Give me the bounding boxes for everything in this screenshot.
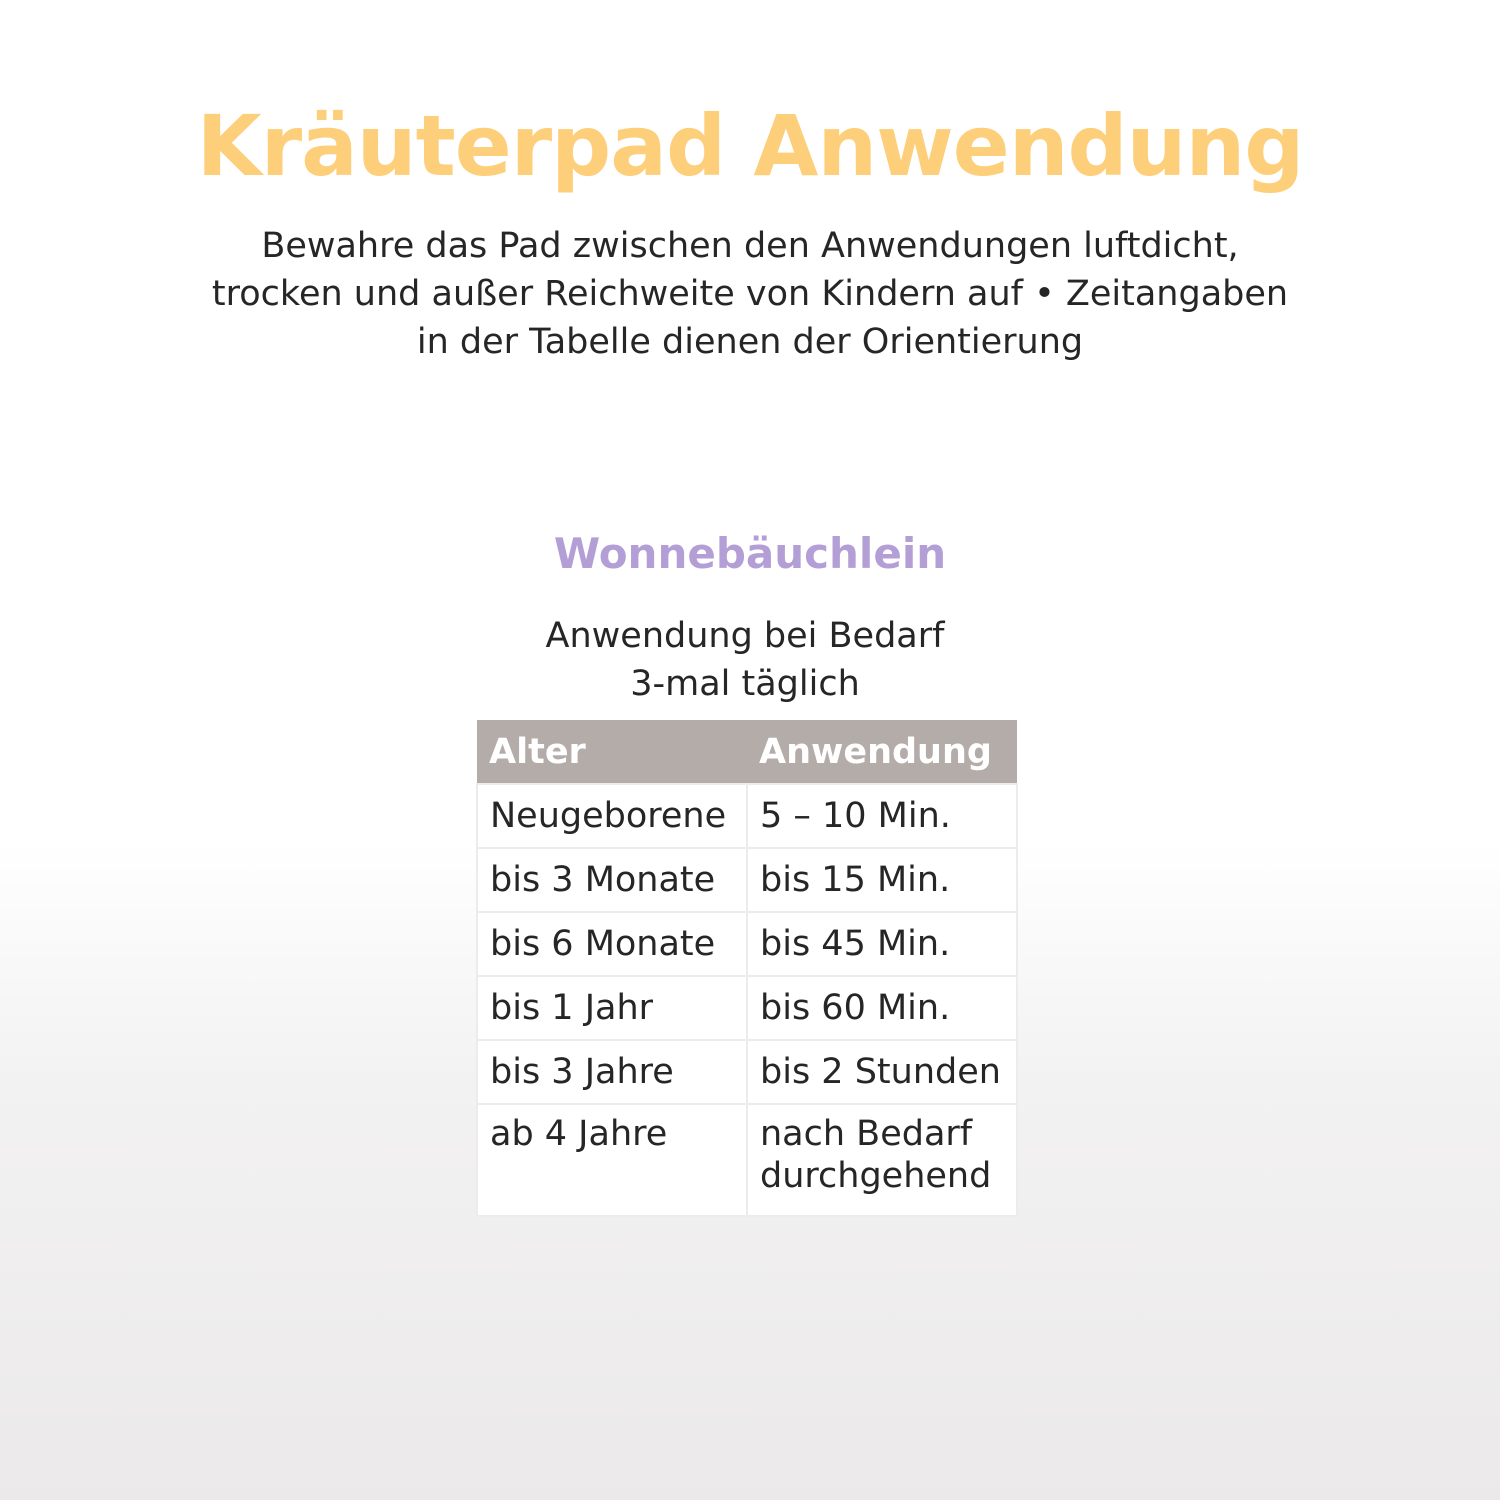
duration-cell: bis 15 Min.: [747, 848, 1017, 912]
table-row: [477, 1040, 1017, 1104]
age-cell: bis 3 Monate: [477, 848, 747, 912]
duration-cell: bis 2 Stunden: [747, 1040, 1017, 1104]
table-row: [477, 976, 1017, 1040]
age-cell: bis 6 Monate: [477, 912, 747, 976]
age-cell: ab 4 Jahre: [477, 1104, 747, 1216]
header-age: Alter: [477, 720, 747, 784]
header-application: Anwendung: [747, 720, 1017, 784]
usage-info: [445, 612, 1045, 708]
duration-cell: bis 60 Min.: [747, 976, 1017, 1040]
table-row: [477, 848, 1017, 912]
duration-cell: nach Bedarf durchgehend: [747, 1104, 1017, 1216]
age-cell: Neugeborene: [477, 784, 747, 848]
dosage-table: [476, 720, 1018, 1217]
usage-line-daily: 3-mal täglich: [630, 664, 860, 704]
age-cell: bis 3 Jahre: [477, 1040, 747, 1104]
duration-cell: 5 – 10 Min.: [747, 784, 1017, 848]
table-header-row: [477, 720, 1017, 784]
table-row: [477, 784, 1017, 848]
page-title: Kräuterpad Anwendung: [196, 97, 1304, 195]
table-row: [477, 912, 1017, 976]
duration-cell: bis 45 Min.: [747, 912, 1017, 976]
usage-line-frequency: Anwendung bei Bedarf: [545, 616, 945, 656]
product-name: Wonnebäuchlein: [553, 529, 947, 578]
age-cell: bis 1 Jahr: [477, 976, 747, 1040]
table-row: [477, 1104, 1017, 1216]
storage-instructions: Bewahre das Pad zwischen den Anwendungen luftdicht, trocken und außer Reichweite von Kindern auf • Zeitangaben in der Tabelle dienen der Orientierung: [211, 226, 1289, 362]
